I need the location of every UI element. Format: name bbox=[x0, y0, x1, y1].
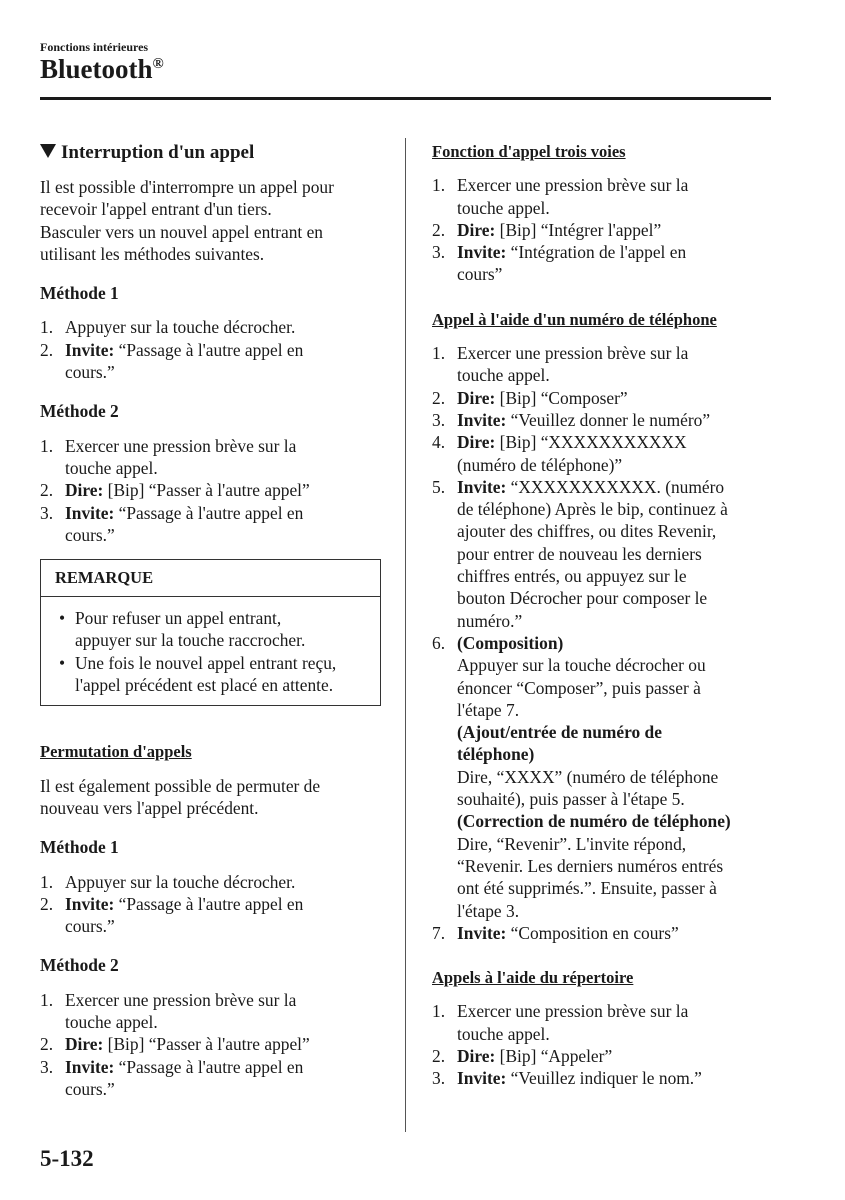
prompt-label: Invite: bbox=[65, 502, 115, 523]
subsection-heading: Appels à l'aide du répertoire bbox=[432, 968, 634, 988]
line-text: l'étape 3. bbox=[457, 900, 520, 921]
text-line bbox=[457, 833, 777, 855]
line-text: “Passage à l'autre appel en bbox=[114, 893, 304, 914]
header-rule bbox=[40, 97, 771, 100]
item-number: 1. bbox=[40, 317, 54, 338]
line-text: [Bip] “Appeler” bbox=[495, 1045, 613, 1066]
item-number: 1. bbox=[432, 343, 446, 364]
item-body bbox=[65, 479, 385, 501]
prompt-label: Invite: bbox=[65, 1056, 115, 1077]
list-item bbox=[432, 174, 777, 219]
text-line bbox=[457, 263, 777, 285]
line-text: (Ajout/entrée de numéro de bbox=[457, 722, 662, 743]
note-item bbox=[59, 607, 380, 652]
numbered-list bbox=[40, 989, 385, 1100]
item-body bbox=[65, 893, 385, 938]
list-item bbox=[40, 316, 385, 338]
text-line: Il est possible d'interrompre un appel pour bbox=[40, 177, 334, 197]
text-line bbox=[65, 361, 385, 383]
line-text: [Bip] “Passer à l'autre appel” bbox=[103, 480, 310, 501]
text-line bbox=[65, 1078, 385, 1100]
list-item bbox=[432, 431, 777, 476]
text-line bbox=[457, 610, 777, 632]
numbered-list bbox=[40, 871, 385, 938]
item-body bbox=[457, 1067, 777, 1089]
line-text: souhaité), puis passer à l'étape 5. bbox=[457, 789, 685, 810]
column-divider bbox=[405, 138, 406, 1132]
method-heading: Méthode 2 bbox=[40, 401, 119, 422]
title-text: Bluetooth bbox=[40, 54, 153, 84]
right-column bbox=[432, 141, 777, 1090]
text-line bbox=[457, 1045, 777, 1067]
text-line bbox=[457, 431, 777, 453]
note-item bbox=[59, 652, 380, 697]
item-number: 4. bbox=[432, 432, 446, 453]
item-number: 1. bbox=[40, 871, 54, 892]
item-number: 1. bbox=[432, 1001, 446, 1022]
text-line bbox=[457, 587, 777, 609]
text-line bbox=[457, 721, 777, 743]
list-item bbox=[40, 479, 385, 501]
line-text: “Passage à l'autre appel en bbox=[114, 502, 304, 523]
item-number: 2. bbox=[432, 387, 446, 408]
line-text: touche appel. bbox=[457, 197, 550, 218]
numbered-list bbox=[432, 342, 777, 944]
left-column bbox=[40, 141, 385, 1100]
subsection-heading: Fonction d'appel trois voies bbox=[432, 142, 626, 161]
item-number: 7. bbox=[432, 922, 446, 943]
text-line: l'appel précédent est placé en attente. bbox=[75, 675, 334, 696]
item-body bbox=[457, 1045, 777, 1067]
item-body bbox=[65, 989, 385, 1034]
prompt-label: Invite: bbox=[457, 409, 507, 430]
prompt-label: Dire: bbox=[65, 480, 104, 501]
text-line bbox=[65, 915, 385, 937]
note-title: REMARQUE bbox=[41, 560, 380, 597]
line-text: cours.” bbox=[65, 1078, 115, 1099]
item-number: 2. bbox=[432, 1045, 446, 1066]
line-text: (numéro de téléphone)” bbox=[457, 454, 623, 475]
line-text: touche appel. bbox=[65, 1012, 158, 1033]
prompt-label: Invite: bbox=[457, 476, 507, 497]
item-number: 3. bbox=[40, 1056, 54, 1077]
item-number: 2. bbox=[40, 893, 54, 914]
item-body bbox=[65, 502, 385, 547]
list-item bbox=[40, 1033, 385, 1055]
item-body bbox=[457, 632, 777, 922]
prompt-label: Invite: bbox=[457, 1068, 507, 1089]
page-title bbox=[40, 54, 164, 85]
triangle-down-icon bbox=[40, 144, 56, 158]
prompt-label: Dire: bbox=[457, 432, 496, 453]
line-text: ont été supprimés.”. Ensuite, passer à bbox=[457, 878, 717, 899]
list-item bbox=[40, 893, 385, 938]
heading-text: Interruption d'un appel bbox=[61, 142, 255, 163]
list-item bbox=[432, 1045, 777, 1067]
line-text: cours” bbox=[457, 264, 503, 285]
line-text: touche appel. bbox=[457, 365, 550, 386]
item-body bbox=[457, 342, 777, 387]
text-line bbox=[457, 766, 777, 788]
method-heading: Méthode 2 bbox=[40, 955, 119, 976]
line-text: (Composition) bbox=[457, 632, 564, 653]
line-text: Exercer une pression brève sur la bbox=[65, 989, 297, 1010]
text-line bbox=[457, 900, 777, 922]
line-text: Dire, “Revenir”. L'invite répond, bbox=[457, 833, 687, 854]
text-line bbox=[457, 364, 777, 386]
section-label: Fonctions intérieures bbox=[40, 40, 149, 54]
item-body bbox=[65, 339, 385, 384]
paragraph bbox=[40, 775, 385, 820]
method-heading: Méthode 1 bbox=[40, 283, 119, 304]
text-line bbox=[457, 174, 777, 196]
item-body bbox=[65, 435, 385, 480]
line-text: ajouter des chiffres, ou dites Revenir, bbox=[457, 521, 717, 542]
text-line bbox=[457, 241, 777, 263]
text-line bbox=[457, 197, 777, 219]
text-line bbox=[457, 1067, 777, 1089]
item-number: 3. bbox=[432, 242, 446, 263]
line-text: “Intégration de l'appel en bbox=[506, 242, 687, 263]
text-line: Basculer vers un nouvel appel entrant en bbox=[40, 221, 323, 242]
line-text: Exercer une pression brève sur la bbox=[457, 343, 689, 364]
text-line bbox=[457, 387, 777, 409]
text-line bbox=[65, 339, 385, 361]
text-line bbox=[457, 877, 777, 899]
line-text: énoncer “Composer”, puis passer à bbox=[457, 677, 701, 698]
list-item bbox=[40, 339, 385, 384]
text-line bbox=[457, 632, 777, 654]
text-line bbox=[65, 502, 385, 524]
text-line bbox=[65, 871, 385, 893]
line-text: [Bip] “Intégrer l'appel” bbox=[495, 219, 662, 240]
item-number: 2. bbox=[40, 339, 54, 360]
line-text: cours.” bbox=[65, 916, 115, 937]
list-item bbox=[432, 342, 777, 387]
list-item bbox=[432, 219, 777, 241]
line-text: bouton Décrocher pour composer le bbox=[457, 588, 708, 609]
paragraph bbox=[40, 176, 385, 265]
line-text: touche appel. bbox=[65, 457, 158, 478]
line-text: de téléphone) Après le bip, continuez à bbox=[457, 499, 728, 520]
text-line bbox=[65, 524, 385, 546]
text-line bbox=[457, 543, 777, 565]
text-line bbox=[457, 565, 777, 587]
note-body bbox=[41, 597, 380, 705]
line-text: Dire, “XXXX” (numéro de téléphone bbox=[457, 766, 719, 787]
list-item bbox=[432, 632, 777, 922]
prompt-label: Invite: bbox=[457, 242, 507, 263]
prompt-label: Invite: bbox=[65, 339, 115, 360]
item-body bbox=[457, 387, 777, 409]
item-number: 1. bbox=[40, 989, 54, 1010]
line-text: Exercer une pression brève sur la bbox=[457, 1001, 689, 1022]
line-text: Appuyer sur la touche décrocher. bbox=[65, 317, 296, 338]
text-line bbox=[457, 342, 777, 364]
text-line bbox=[457, 699, 777, 721]
item-number: 2. bbox=[432, 219, 446, 240]
line-text: pour entrer de nouveau les derniers bbox=[457, 543, 702, 564]
text-line bbox=[457, 855, 777, 877]
list-item bbox=[40, 1056, 385, 1101]
list-item bbox=[40, 435, 385, 480]
text-line bbox=[457, 654, 777, 676]
item-number: 3. bbox=[432, 409, 446, 430]
prompt-label: Dire: bbox=[65, 1034, 104, 1055]
list-item bbox=[432, 241, 777, 286]
text-line bbox=[65, 435, 385, 457]
page-number: 5-132 bbox=[40, 1146, 94, 1171]
line-text: numéro.” bbox=[457, 610, 523, 631]
subsection-heading: Permutation d'appels bbox=[40, 742, 192, 762]
line-text: Appuyer sur la touche décrocher ou bbox=[457, 655, 706, 676]
note-box bbox=[40, 559, 381, 706]
text-line bbox=[65, 316, 385, 338]
item-number: 2. bbox=[40, 480, 54, 501]
line-text: “XXXXXXXXXXX. (numéro bbox=[506, 476, 725, 497]
text-line bbox=[65, 1033, 385, 1055]
text-line bbox=[457, 498, 777, 520]
item-number: 3. bbox=[40, 502, 54, 523]
text-line bbox=[65, 989, 385, 1011]
text-line bbox=[65, 1011, 385, 1033]
text-line bbox=[457, 454, 777, 476]
text-line bbox=[457, 743, 777, 765]
text-line bbox=[457, 810, 777, 832]
note-text bbox=[75, 607, 305, 652]
list-item bbox=[40, 989, 385, 1034]
bullet: • bbox=[59, 652, 66, 673]
numbered-list bbox=[40, 316, 385, 383]
line-text: Appuyer sur la touche décrocher. bbox=[65, 871, 296, 892]
item-body bbox=[457, 409, 777, 431]
line-text: [Bip] “Passer à l'autre appel” bbox=[103, 1034, 310, 1055]
line-text: l'étape 7. bbox=[457, 699, 520, 720]
text-line: recevoir l'appel entrant d'un tiers. bbox=[40, 199, 272, 220]
list-item bbox=[432, 922, 777, 944]
bullet: • bbox=[59, 608, 66, 629]
item-body bbox=[65, 1033, 385, 1055]
line-text: “Passage à l'autre appel en bbox=[114, 1056, 304, 1077]
text-line bbox=[457, 409, 777, 431]
list-item bbox=[432, 409, 777, 431]
list-item bbox=[432, 1000, 777, 1045]
text-line bbox=[457, 788, 777, 810]
list-item bbox=[432, 476, 777, 632]
text-line bbox=[457, 1023, 777, 1045]
line-text: chiffres entrés, ou appuyez sur le bbox=[457, 566, 687, 587]
prompt-label: Invite: bbox=[65, 893, 115, 914]
text-line bbox=[65, 1056, 385, 1078]
list-item bbox=[432, 387, 777, 409]
line-text: “Veuillez donner le numéro” bbox=[506, 409, 711, 430]
text-line bbox=[457, 1000, 777, 1022]
line-text: cours.” bbox=[65, 362, 115, 383]
line-text: Exercer une pression brève sur la bbox=[457, 175, 689, 196]
line-text: touche appel. bbox=[457, 1023, 550, 1044]
item-body bbox=[65, 871, 385, 893]
method-heading: Méthode 1 bbox=[40, 837, 119, 858]
item-number: 1. bbox=[432, 175, 446, 196]
list-item bbox=[40, 502, 385, 547]
item-body bbox=[457, 241, 777, 286]
line-text: “Veuillez indiquer le nom.” bbox=[506, 1068, 702, 1089]
numbered-list bbox=[432, 1000, 777, 1089]
item-body bbox=[65, 1056, 385, 1101]
line-text: (Correction de numéro de téléphone) bbox=[457, 811, 731, 832]
text-line: utilisant les méthodes suivantes. bbox=[40, 243, 265, 264]
prompt-label: Dire: bbox=[457, 1045, 496, 1066]
item-number: 6. bbox=[432, 632, 446, 653]
item-number: 2. bbox=[40, 1034, 54, 1055]
text-line: nouveau vers l'appel précédent. bbox=[40, 797, 259, 818]
line-text: [Bip] “XXXXXXXXXXX bbox=[495, 432, 687, 453]
line-text: “Revenir. Les derniers numéros entrés bbox=[457, 855, 724, 876]
list-item bbox=[432, 1067, 777, 1089]
item-body bbox=[457, 1000, 777, 1045]
text-line: appuyer sur la touche raccrocher. bbox=[75, 630, 306, 651]
text-line bbox=[457, 219, 777, 241]
list-item bbox=[40, 871, 385, 893]
text-line: Une fois le nouvel appel entrant reçu, bbox=[75, 652, 337, 673]
line-text: téléphone) bbox=[457, 744, 535, 765]
line-text: “Composition en cours” bbox=[506, 922, 679, 943]
numbered-list bbox=[40, 435, 385, 546]
text-line: Il est également possible de permuter de bbox=[40, 775, 321, 796]
text-line bbox=[457, 922, 777, 944]
line-text: “Passage à l'autre appel en bbox=[114, 339, 304, 360]
line-text: Exercer une pression brève sur la bbox=[65, 435, 297, 456]
prompt-label: Dire: bbox=[457, 219, 496, 240]
prompt-label: Dire: bbox=[457, 387, 496, 408]
item-body bbox=[65, 316, 385, 338]
line-text: [Bip] “Composer” bbox=[495, 387, 628, 408]
text-line: Pour refuser un appel entrant, bbox=[75, 608, 282, 629]
item-number: 5. bbox=[432, 476, 446, 497]
item-body bbox=[457, 431, 777, 476]
subsection-heading: Appel à l'aide d'un numéro de téléphone bbox=[432, 309, 717, 329]
item-number: 3. bbox=[432, 1068, 446, 1089]
line-text: cours.” bbox=[65, 524, 115, 545]
item-body bbox=[457, 219, 777, 241]
item-body bbox=[457, 476, 777, 632]
item-body bbox=[457, 922, 777, 944]
text-line bbox=[65, 893, 385, 915]
numbered-list bbox=[432, 174, 777, 285]
prompt-label: Invite: bbox=[457, 922, 507, 943]
item-body bbox=[457, 174, 777, 219]
text-line bbox=[65, 457, 385, 479]
text-line bbox=[65, 479, 385, 501]
item-number: 1. bbox=[40, 435, 54, 456]
text-line bbox=[457, 520, 777, 542]
registered-mark: ® bbox=[152, 56, 164, 72]
text-line bbox=[457, 677, 777, 699]
note-text bbox=[75, 652, 336, 697]
text-line bbox=[457, 476, 777, 498]
section-heading bbox=[40, 141, 385, 165]
